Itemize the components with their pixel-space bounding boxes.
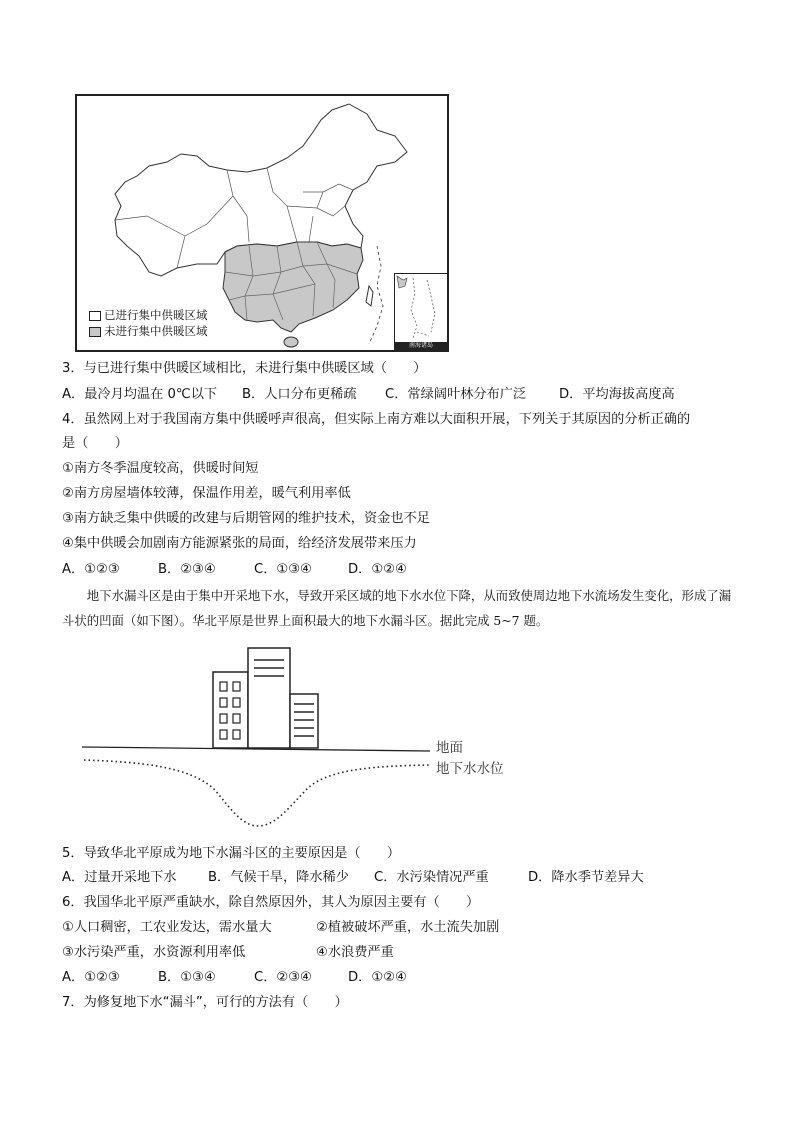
q4-option-c: C．①③④ — [254, 562, 312, 577]
south-china-sea-inset — [394, 273, 447, 350]
q4-item-2: ②南方房屋墙体较薄，保温作用差，暖气利用率低 — [62, 486, 351, 501]
china-heating-map — [75, 94, 449, 352]
q6-option-c: C．②③④ — [254, 970, 312, 985]
q6-item-4: ④水浪费严重 — [316, 945, 394, 960]
q5-stem: 5．导致华北平原成为地下水漏斗区的主要原因是（ ） — [62, 846, 401, 861]
q3-stem: 3．与已进行集中供暖区域相比，未进行集中供暖区域（ ） — [62, 361, 427, 376]
q3-option-b: B．人口分布更稀疏 — [242, 387, 357, 402]
q4-stem-line1: 4．虽然网上对于我国南方集中供暖呼声很高，但实际上南方难以大面积开展，下列关于其原因的分析正确的 — [62, 412, 691, 427]
q4-item-3: ③南方缺乏集中供暖的改建与后期管网的维护技术，资金也不足 — [62, 511, 430, 526]
legend-heated — [89, 308, 208, 322]
legend-unheated-swatch — [89, 327, 101, 337]
q4-options — [62, 561, 407, 579]
legend-heated-swatch — [89, 311, 101, 321]
water-table-label: 地下水水位 — [436, 761, 504, 777]
map-taiwan — [366, 286, 373, 306]
q6-stem: 6．我国华北平原严重缺水，除自然原因外，其人为原因主要有（ ） — [62, 895, 480, 910]
q5-option-c: C．水污染情况严重 — [374, 870, 489, 885]
q6-items-row1 — [62, 919, 499, 937]
passage-text: 地下水漏斗区是由于集中开采地下水，导致开采区域的地下水水位下降，从而致使周边地下水流场发生变化，形成了漏斗状的凹面（如下图）。华北平原是世界上面积最大的地下水漏斗区。据此完成 5~7 题。 — [62, 588, 732, 628]
q3-option-c: C．常绿阔叶林分布广泛 — [385, 387, 527, 402]
legend-unheated-label: 未进行集中供暖区域 — [104, 324, 208, 338]
q6-item-3: ③水污染严重，水资源利用率低 — [62, 945, 246, 960]
map-unheated-region — [223, 242, 363, 332]
legend-heated-label: 已进行集中供暖区域 — [104, 308, 208, 322]
q4-stem-line2: 是（ ） — [62, 436, 128, 451]
q4-option-a: A．①②③ — [62, 562, 120, 577]
q5-option-b: B．气候干旱，降水稀少 — [208, 870, 349, 885]
q3-options — [62, 386, 675, 404]
groundwater-funnel-diagram — [80, 640, 520, 835]
q3-option-a: A．最冷月均温在 0℃以下 — [62, 387, 218, 402]
q4-item-1: ①南方冬季温度较高，供暖时间短 — [62, 461, 259, 476]
q5-option-a: A．过量开采地下水 — [62, 870, 177, 885]
q6-options — [62, 969, 407, 987]
q6-option-b: B．①③④ — [158, 970, 216, 985]
q6-items-row2 — [62, 944, 394, 962]
q6-item-2: ②植被破坏严重，水土流失加剧 — [316, 920, 500, 935]
q4-option-b: B．②③④ — [158, 562, 216, 577]
inset-map — [395, 274, 447, 342]
q5-options — [62, 869, 644, 887]
inset-label: 南海诸岛 — [395, 342, 447, 350]
building-right — [290, 694, 318, 748]
q7-stem: 7．为修复地下水“漏斗”，可行的方法有（ ） — [62, 995, 348, 1010]
q5-option-d: D．降水季节差异大 — [528, 870, 644, 885]
water-table-line — [84, 760, 430, 826]
map-hainan — [284, 337, 298, 347]
ground-label: 地面 — [436, 740, 463, 756]
q6-option-d: D．①②④ — [348, 970, 407, 985]
q4-item-4: ④集中供暖会加剧南方能源紧张的局面，给经济发展带来压力 — [62, 536, 417, 551]
q6-option-a: A．①②③ — [62, 970, 120, 985]
q4-option-d: D．①②④ — [348, 562, 407, 577]
legend-unheated — [89, 324, 208, 338]
q3-option-d: D．平均海拔高度高 — [559, 387, 675, 402]
building-middle — [248, 648, 290, 748]
building-left — [213, 672, 248, 748]
q6-item-1: ①人口稠密，工农业发达，需水量大 — [62, 920, 272, 935]
